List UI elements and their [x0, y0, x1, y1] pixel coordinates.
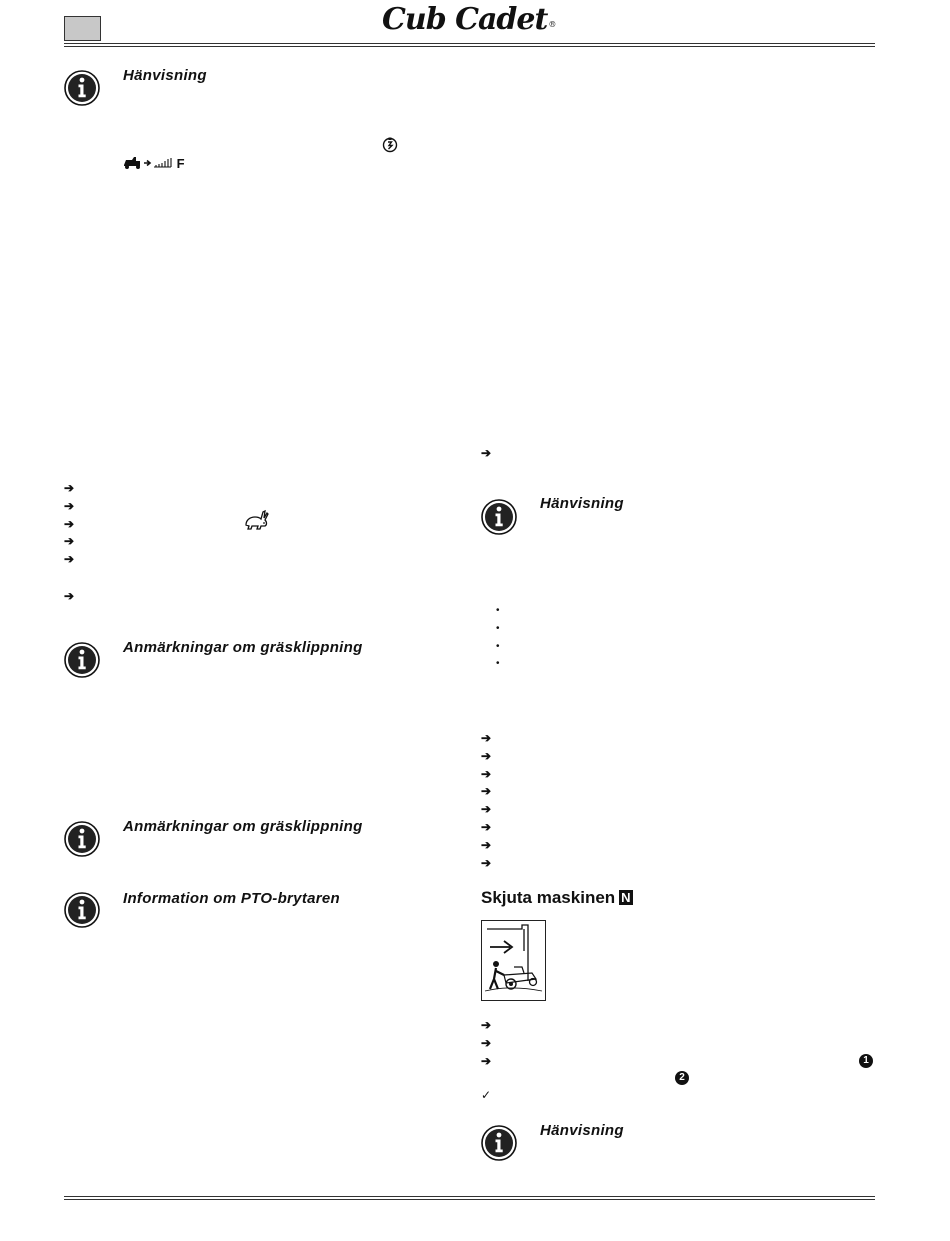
mower-gear-indicator	[123, 156, 185, 171]
section-title-text: Skjuta maskinen	[481, 888, 616, 907]
footer-rule-top	[64, 1196, 875, 1197]
footer-rule-bottom	[64, 1199, 875, 1200]
note-title-reference-3: Hänvisning	[540, 1122, 624, 1139]
arrow-marker: ➔	[64, 481, 75, 495]
info-icon	[64, 892, 100, 928]
step-badge-1: 1	[859, 1054, 873, 1068]
rabbit-icon	[243, 509, 269, 531]
arrow-marker: ➔	[64, 499, 75, 513]
info-icon	[64, 70, 100, 106]
bullet-marker: •	[496, 641, 500, 652]
brand-name: Cub Cadet	[382, 2, 548, 37]
brand-logo	[382, 2, 555, 37]
note-title-pto: Information om PTO-brytaren	[123, 890, 341, 907]
bullet-marker: •	[496, 623, 500, 634]
arrow-marker: ➔	[481, 731, 492, 745]
note-title-mowing-2: Anmärkningar om gräsklippning	[123, 818, 363, 835]
mower-speed-icon	[123, 156, 173, 170]
step-badge-2: 2	[675, 1071, 689, 1085]
info-icon	[64, 821, 100, 857]
note-title-reference-2: Hänvisning	[540, 495, 624, 512]
note-title-reference: Hänvisning	[123, 67, 207, 84]
arrow-marker: ➔	[481, 1018, 492, 1032]
header-rule-bottom	[64, 46, 875, 47]
arrow-marker: ➔	[481, 838, 492, 852]
arrow-marker: ➔	[64, 534, 75, 548]
page-number-box	[64, 16, 101, 41]
gear-label: F	[176, 156, 185, 171]
arrow-marker: ➔	[481, 767, 492, 781]
arrow-marker: ➔	[481, 856, 492, 870]
push-machine-illustration	[481, 920, 546, 1001]
arrow-marker: ➔	[64, 517, 75, 531]
arrow-marker: ➔	[481, 1054, 492, 1068]
info-icon	[64, 642, 100, 678]
registered-mark: ®	[548, 20, 556, 29]
arrow-marker: ➔	[481, 820, 492, 834]
section-title-push-machine	[481, 888, 633, 908]
section-badge: N	[621, 890, 631, 905]
note-title-mowing: Anmärkningar om gräsklippning	[123, 639, 363, 656]
choke-icon	[382, 137, 398, 153]
arrow-marker: ➔	[64, 552, 75, 566]
arrow-marker: ➔	[481, 446, 492, 460]
bullet-marker: •	[496, 658, 500, 669]
info-icon	[481, 1125, 517, 1161]
info-icon	[481, 499, 517, 535]
arrow-marker: ➔	[481, 749, 492, 763]
check-mark: ✓	[481, 1088, 492, 1102]
arrow-marker: ➔	[481, 1036, 492, 1050]
arrow-marker: ➔	[481, 802, 492, 816]
header-rule-top	[64, 43, 875, 44]
arrow-marker: ➔	[64, 589, 75, 603]
push-mower-icon	[482, 921, 545, 1000]
bullet-marker: •	[496, 605, 500, 616]
arrow-marker: ➔	[481, 784, 492, 798]
